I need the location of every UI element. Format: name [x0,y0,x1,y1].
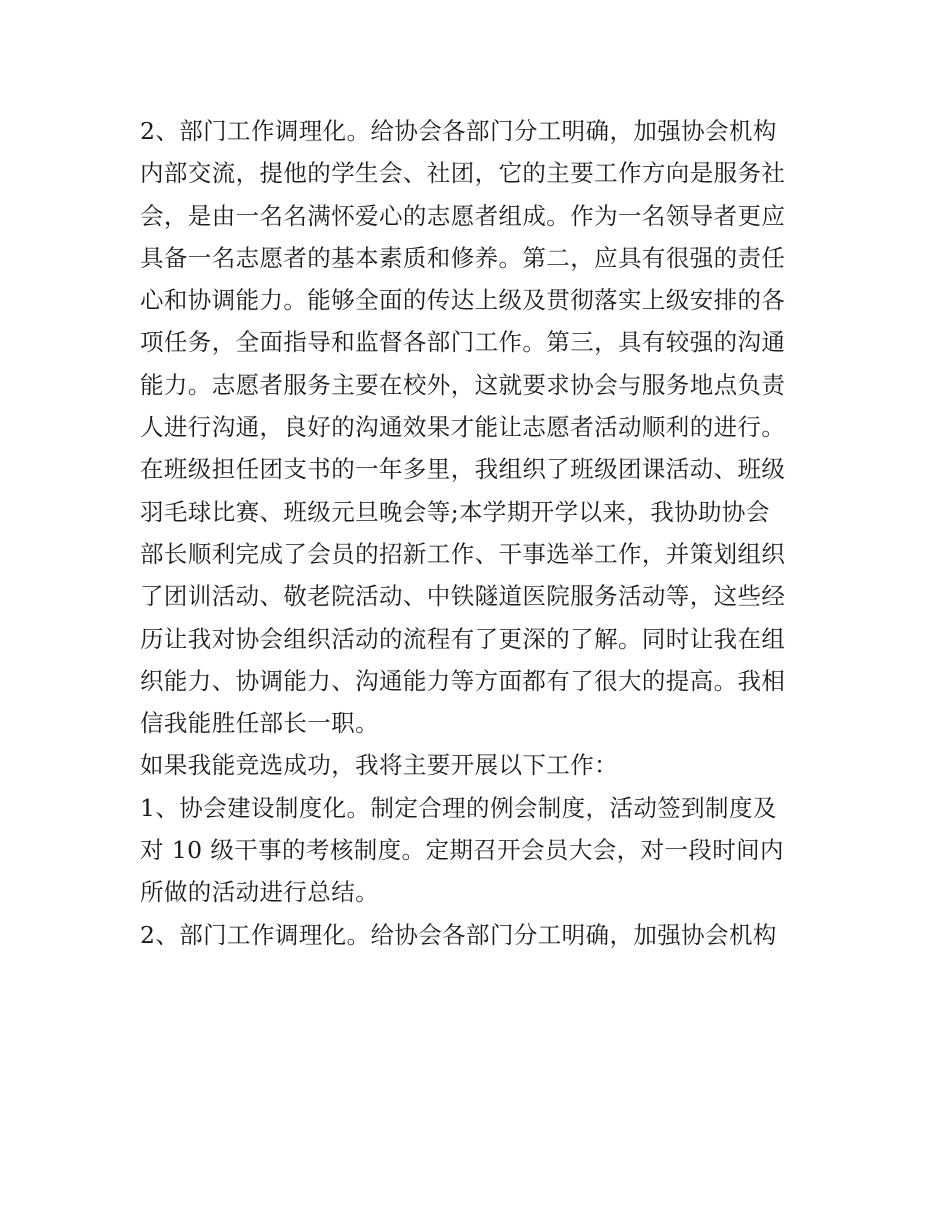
text-line: 具备一名志愿者的基本素质和修养。第二，应具有很强的责任 [140,243,786,272]
text-line: 内部交流，提他的学生会、社团，它的主要工作方向是服务社 [140,159,786,188]
text-line: 2、部门工作调理化。给协会各部门分工明确，加强协会机构 [140,920,777,949]
text-line: 羽毛球比赛、班级元旦晚会等;本学期开学以来，我协助协会 [140,497,770,526]
text-line: 信我能胜任部长一职。 [140,709,379,738]
text-line: 2、部门工作调理化。给协会各部门分工明确，加强协会机构 [140,117,777,145]
text-line: 心和协调能力。能够全面的传达上级及贯彻落实上级安排的各 [140,286,786,315]
text-line: 织能力、协调能力、沟通能力等方面都有了很大的提高。我相 [140,666,786,695]
text-line: 了团训活动、敬老院活动、中铁隧道医院服务活动等，这些经 [140,582,786,611]
text-line: 对 10 级干事的考核制度。定期召开会员大会，对一段时间内 [140,836,784,865]
text-line: 会，是由一名名满怀爱心的志愿者组成。作为一名领导者更应 [140,201,786,230]
text-line: 1、协会建设制度化。制定合理的例会制度，活动签到制度及 [140,793,777,822]
text-line: 人进行沟通，良好的沟通效果才能让志愿者活动顺利的进行。 [140,413,786,442]
text-line: 部长顺利完成了会员的招新工作、干事选举工作，并策划组织 [140,539,786,568]
text-line: 历让我对协会组织活动的流程有了更深的了解。同时让我在组 [140,624,786,653]
text-line: 能力。志愿者服务主要在校外，这就要求协会与服务地点负责 [140,370,786,399]
text-line: 项任务，全面指导和监督各部门工作。第三，具有较强的沟通 [140,328,786,357]
text-line: 所做的活动进行总结。 [140,878,379,907]
text-line: 如果我能竞选成功，我将主要开展以下工作： [140,751,618,780]
document-body [140,110,830,956]
text-line: 在班级担任团支书的一年多里，我组织了班级团课活动、班级 [140,455,786,484]
